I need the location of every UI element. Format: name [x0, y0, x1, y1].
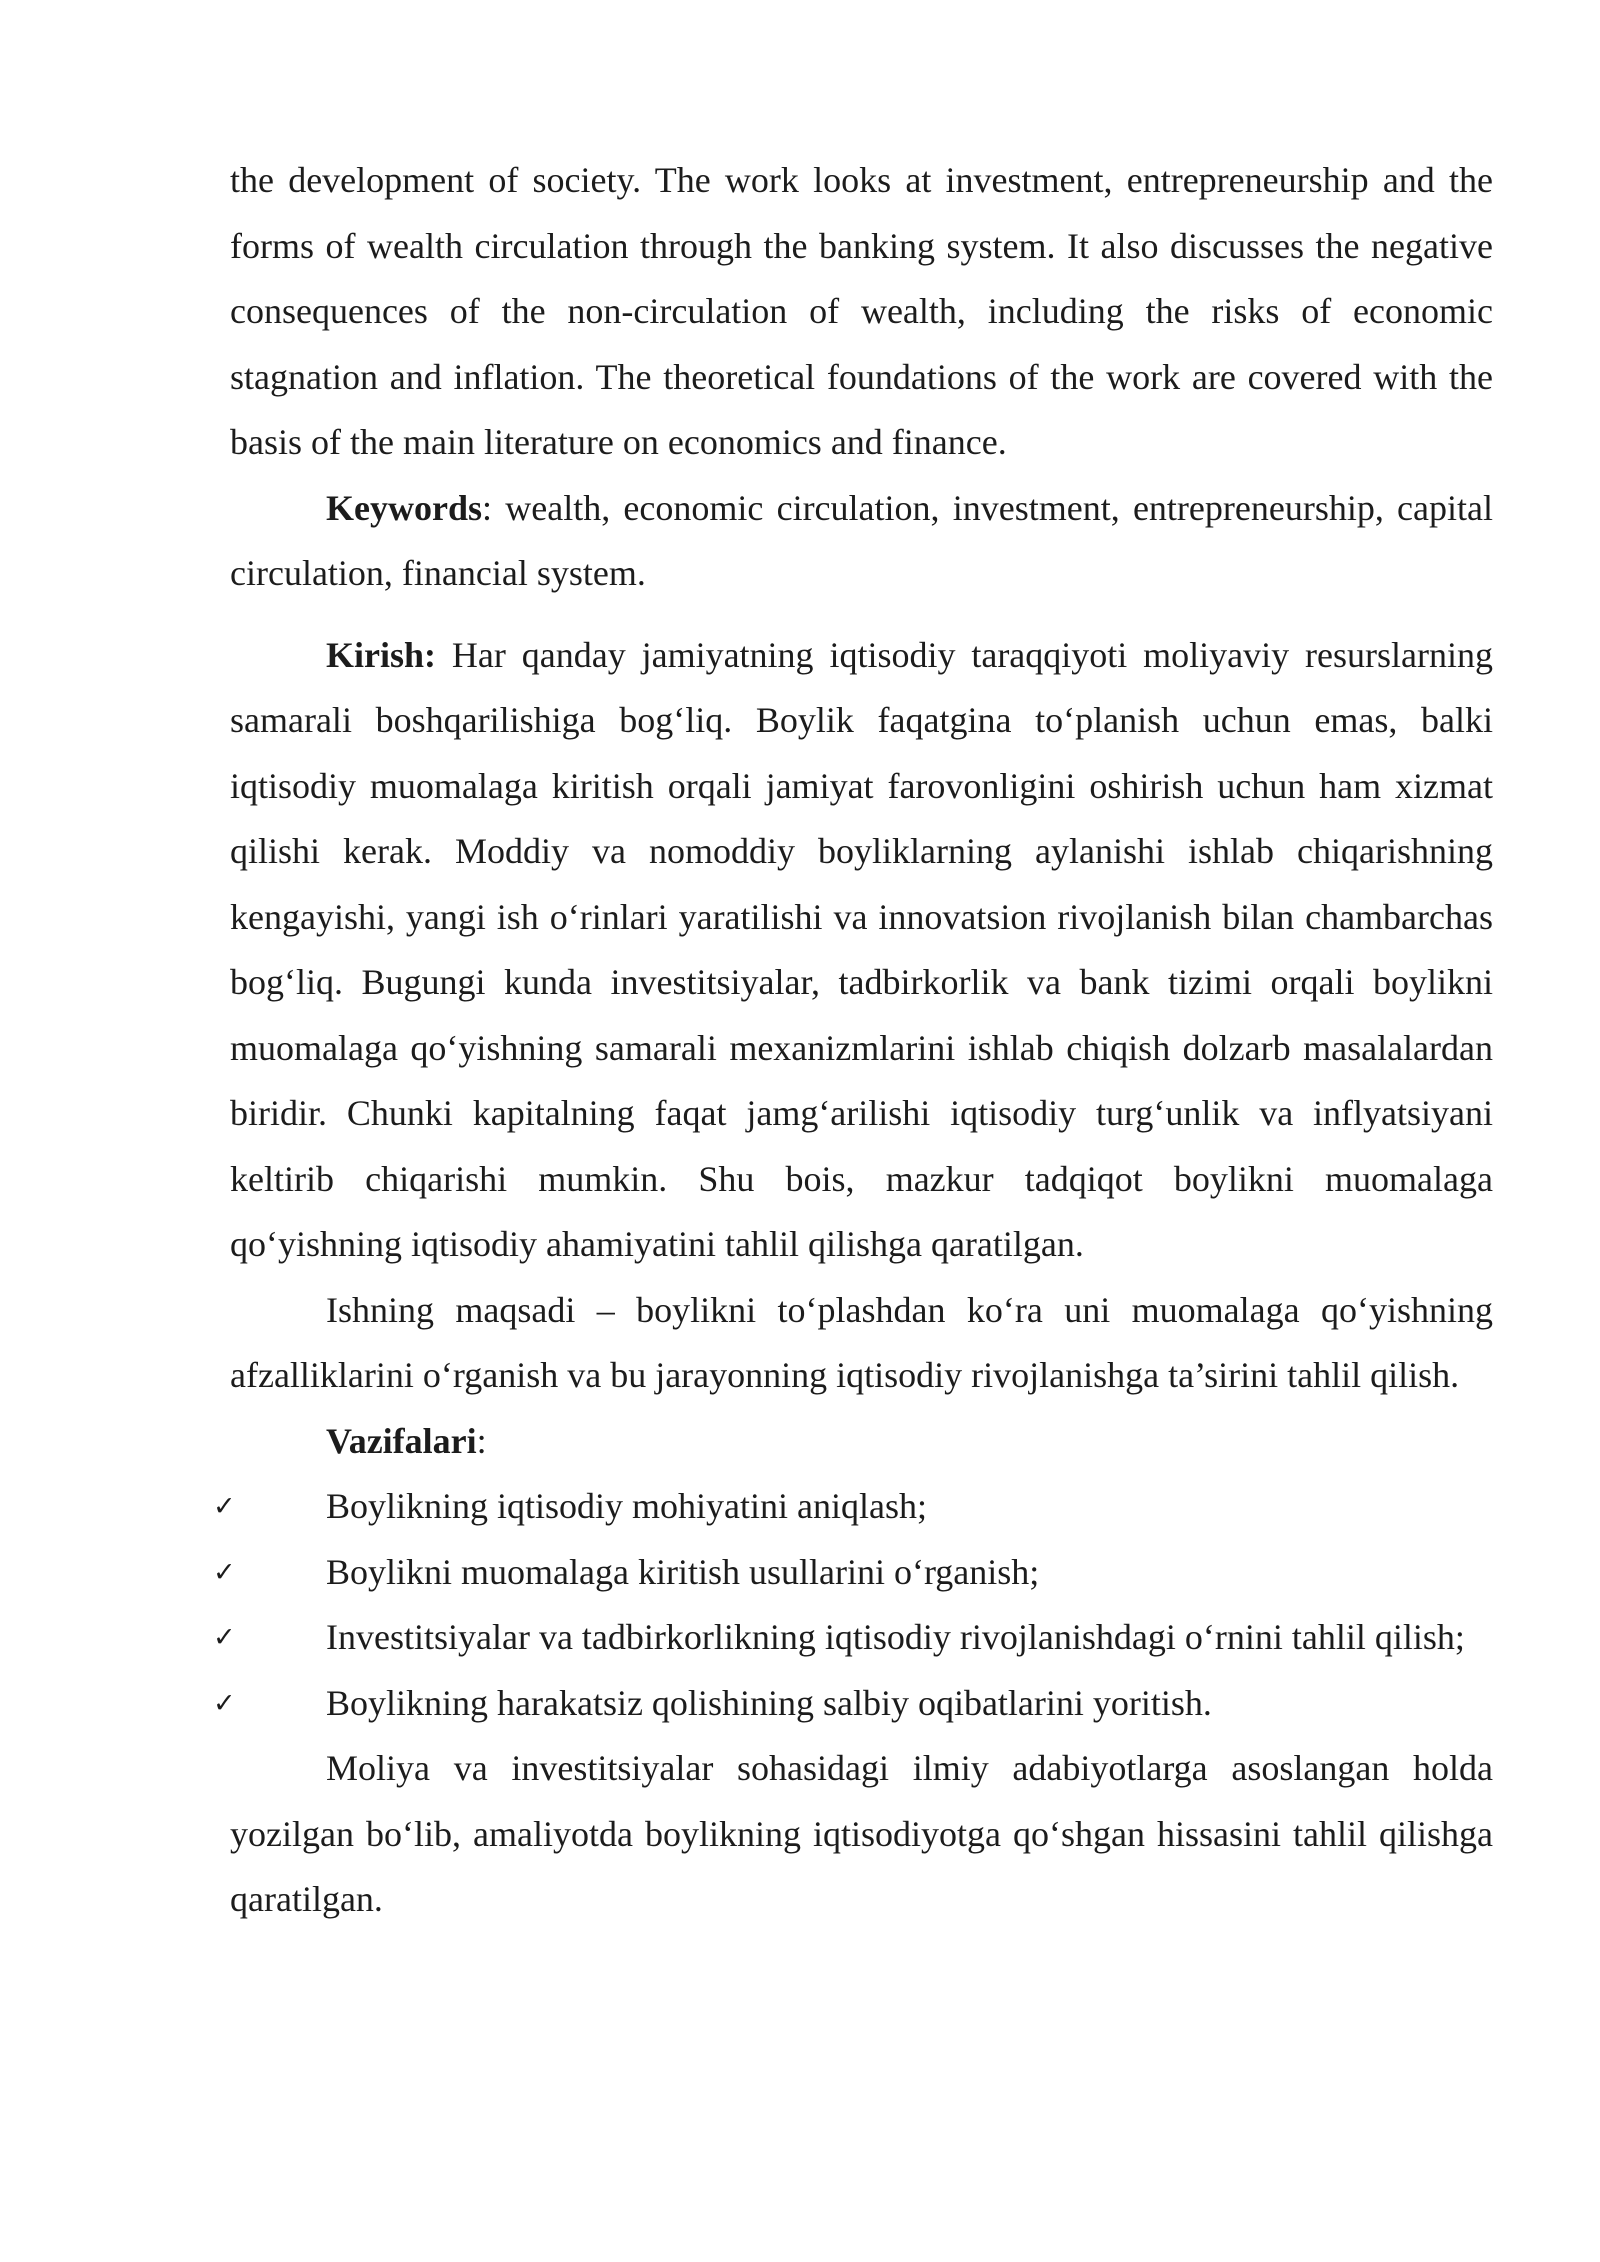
keywords-text: wealth, economic circulation, investment, entrepreneurship, capital circulation, financial system. — [230, 487, 1493, 593]
task-text: Boylikni muomalaga kiritish usullarini o‘rganish; — [326, 1551, 1040, 1592]
abstract-paragraph: the development of society. The work looks at investment, entrepreneurship and the forms of wealth circulation through the banking system. It also discusses the negative consequences of the non-circulation of wealth, including the risks of economic stagnation and inflation. The theoretical foundations of the work are covered with the basis of the main literature on economics and finance. — [230, 160, 1493, 462]
tasks-list — [213, 1474, 1493, 1736]
purpose-paragraph: Ishning maqsadi – boylikni to‘plashdan ko‘ra uni muomalaga qo‘yishning afzalliklarini o‘rganish va bu jarayonning iqtisodiy rivojlanishga ta’sirini tahlil qilish. — [230, 1289, 1493, 1395]
task-text: Investitsiyalar va tadbirkorlikning iqtisodiy rivojlanishdagi o‘rnini tahlil qilish; — [326, 1617, 1465, 1657]
closing-paragraph: Moliya va investitsiyalar sohasidagi ilmiy adabiyotlarga asoslangan holda yozilgan bo‘lib, amaliyotda boylikning iqtisodiyotga qo‘shgan hissasini tahlil qilishga qaratilgan. — [230, 1748, 1493, 1919]
task-text: Boylikning harakatsiz qolishining salbiy oqibatlarini yoritish. — [326, 1682, 1212, 1723]
tasks-heading — [230, 1409, 1493, 1475]
task-text: Boylikning iqtisodiy mohiyatini aniqlash; — [326, 1486, 927, 1526]
checkmark-icon: ✓ — [213, 1622, 236, 1653]
tasks-separator: : — [476, 1420, 487, 1461]
introduction-paragraph — [230, 623, 1493, 1278]
introduction-label: Kirish: — [326, 634, 437, 675]
list-item — [213, 1671, 1493, 1737]
document-body — [213, 148, 1493, 1933]
list-item — [213, 1474, 1493, 1540]
checkmark-icon: ✓ — [213, 1687, 236, 1719]
keywords-label: Keywords — [326, 487, 482, 528]
list-item — [213, 1540, 1493, 1606]
keywords-separator: : — [482, 487, 493, 528]
list-item — [213, 1605, 1493, 1671]
checkmark-icon: ✓ — [213, 1556, 236, 1588]
keywords-paragraph — [230, 476, 1493, 607]
tasks-label: Vazifalari — [326, 1420, 477, 1461]
introduction-text: Har qanday jamiyatning iqtisodiy taraqqiyoti moliyaviy resurslarning samarali boshqarilishiga bog‘liq. Boylik faqatgina to‘planish uchun emas, balki iqtisodiy muomalaga kiritish orqali jamiyat farovonligini oshirish uchun ham xizmat qilishi kerak. Moddiy va nomoddiy boyliklarning aylanishi ishlab chiqarishning kengayishi, yangi ish o‘rinlari yaratilishi va innovatsion rivojlanish bilan chambarchas bog‘liq. Bugungi kunda investitsiyalar, tadbirkorlik va bank tizimi orqali boylikni muomalaga qo‘yishning samarali mexanizmlarini ishlab chiqish dolzarb masalalardan biridir. Chunki kapitalning faqat jamg‘arilishi iqtisodiy turg‘unlik va inflyatsiyani keltirib chiqarishi mumkin. Shu bois, mazkur tadqiqot boylikni muomalaga qo‘yishning iqtisodiy ahamiyatini tahlil qilishga qaratilgan. — [230, 634, 1493, 1264]
checkmark-icon: ✓ — [213, 1491, 236, 1522]
